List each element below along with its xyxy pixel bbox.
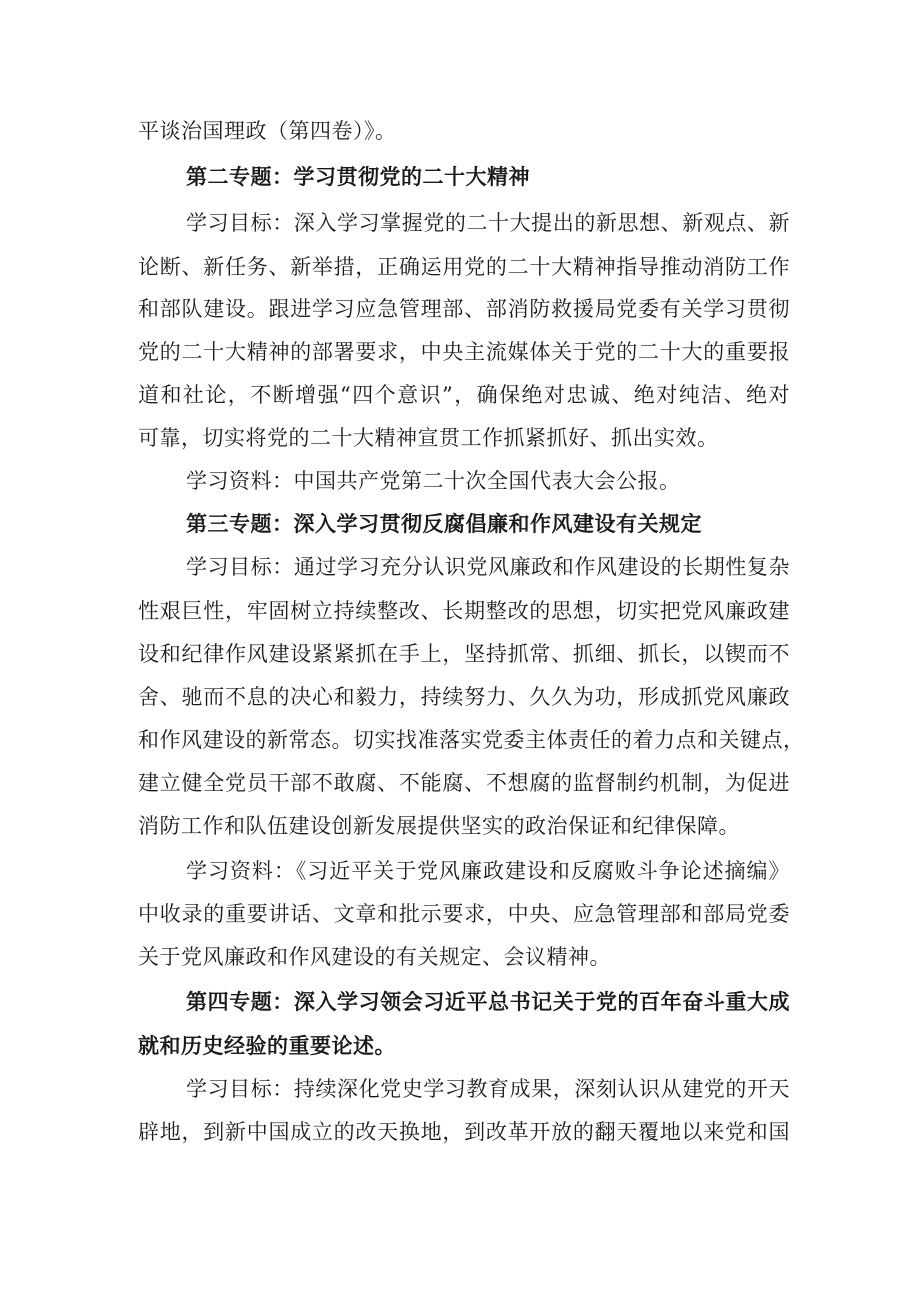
text-line: 平谈治国理政（第四卷）》。 <box>138 119 397 143</box>
text-line: 可靠，切实将党的二十大精神宣贯工作抓紧抓好、抓出实效。 <box>138 426 719 450</box>
text-line: 学习目标：深入学习掌握党的二十大提出的新思想、新观点、新 <box>186 211 790 235</box>
section-heading: 第四专题：深入学习领会习近平总书记关于党的百年奋斗重大成 <box>186 990 790 1014</box>
text-line: 学习目标：持续深化党史学习教育成果，深刻认识从建党的开天 <box>186 1077 790 1101</box>
text-line: 学习资料：中国共产党第二十次全国代表大会公报。 <box>186 469 681 493</box>
section-heading: 第三专题：深入学习贯彻反腐倡廉和作风建设有关规定 <box>186 512 702 536</box>
text-line: 辟地，到新中国成立的改天换地，到改革开放的翻天覆地以来党和国 <box>138 1120 790 1144</box>
text-line: 党的二十大精神的部署要求，中央主流媒体关于党的二十大的重要报 <box>138 340 790 364</box>
section-heading-cont: 就和历史经验的重要论述。 <box>138 1034 396 1058</box>
text-line: 学习资料：《习近平关于党风廉政建设和反腐败斗争论述摘编》 <box>186 859 790 883</box>
text-line: 和作风建设的新常态。切实找准落实党委主体责任的着力点和关键点， <box>138 728 805 752</box>
text-line: 建立健全党员干部不敢腐、不能腐、不想腐的监督制约机制，为促进 <box>138 771 790 795</box>
text-line: 道和社论，不断增强“四个意识”，确保绝对忠诚、绝对纯洁、绝对 <box>138 383 790 407</box>
text-line: 中收录的重要讲话、文章和批示要求，中央、应急管理部和部局党委 <box>138 902 790 926</box>
text-line: 关于党风廉政和作风建设的有关规定、会议精神。 <box>138 945 611 969</box>
text-line: 设和纪律作风建设紧紧抓在手上，坚持抓常、抓细、抓长，以锲而不 <box>138 642 790 666</box>
text-line: 性艰巨性，牢固树立持续整改、长期整改的思想，切实把党风廉政建 <box>138 599 790 623</box>
text-line: 消防工作和队伍建设创新发展提供坚实的政治保证和纪律保障。 <box>138 814 740 838</box>
text-line: 和部队建设。跟进学习应急管理部、部消防救援局党委有关学习贯彻 <box>138 297 790 321</box>
text-line: 舍、驰而不息的决心和毅力，持续努力、久久为功，形成抓党风廉政 <box>138 685 790 709</box>
text-line: 论断、新任务、新举措，正确运用党的二十大精神指导推动消防工作 <box>138 255 790 279</box>
text-line: 学习目标：通过学习充分认识党风廉政和作风建设的长期性复杂 <box>186 555 790 579</box>
section-heading: 第二专题：学习贯彻党的二十大精神 <box>186 165 530 189</box>
